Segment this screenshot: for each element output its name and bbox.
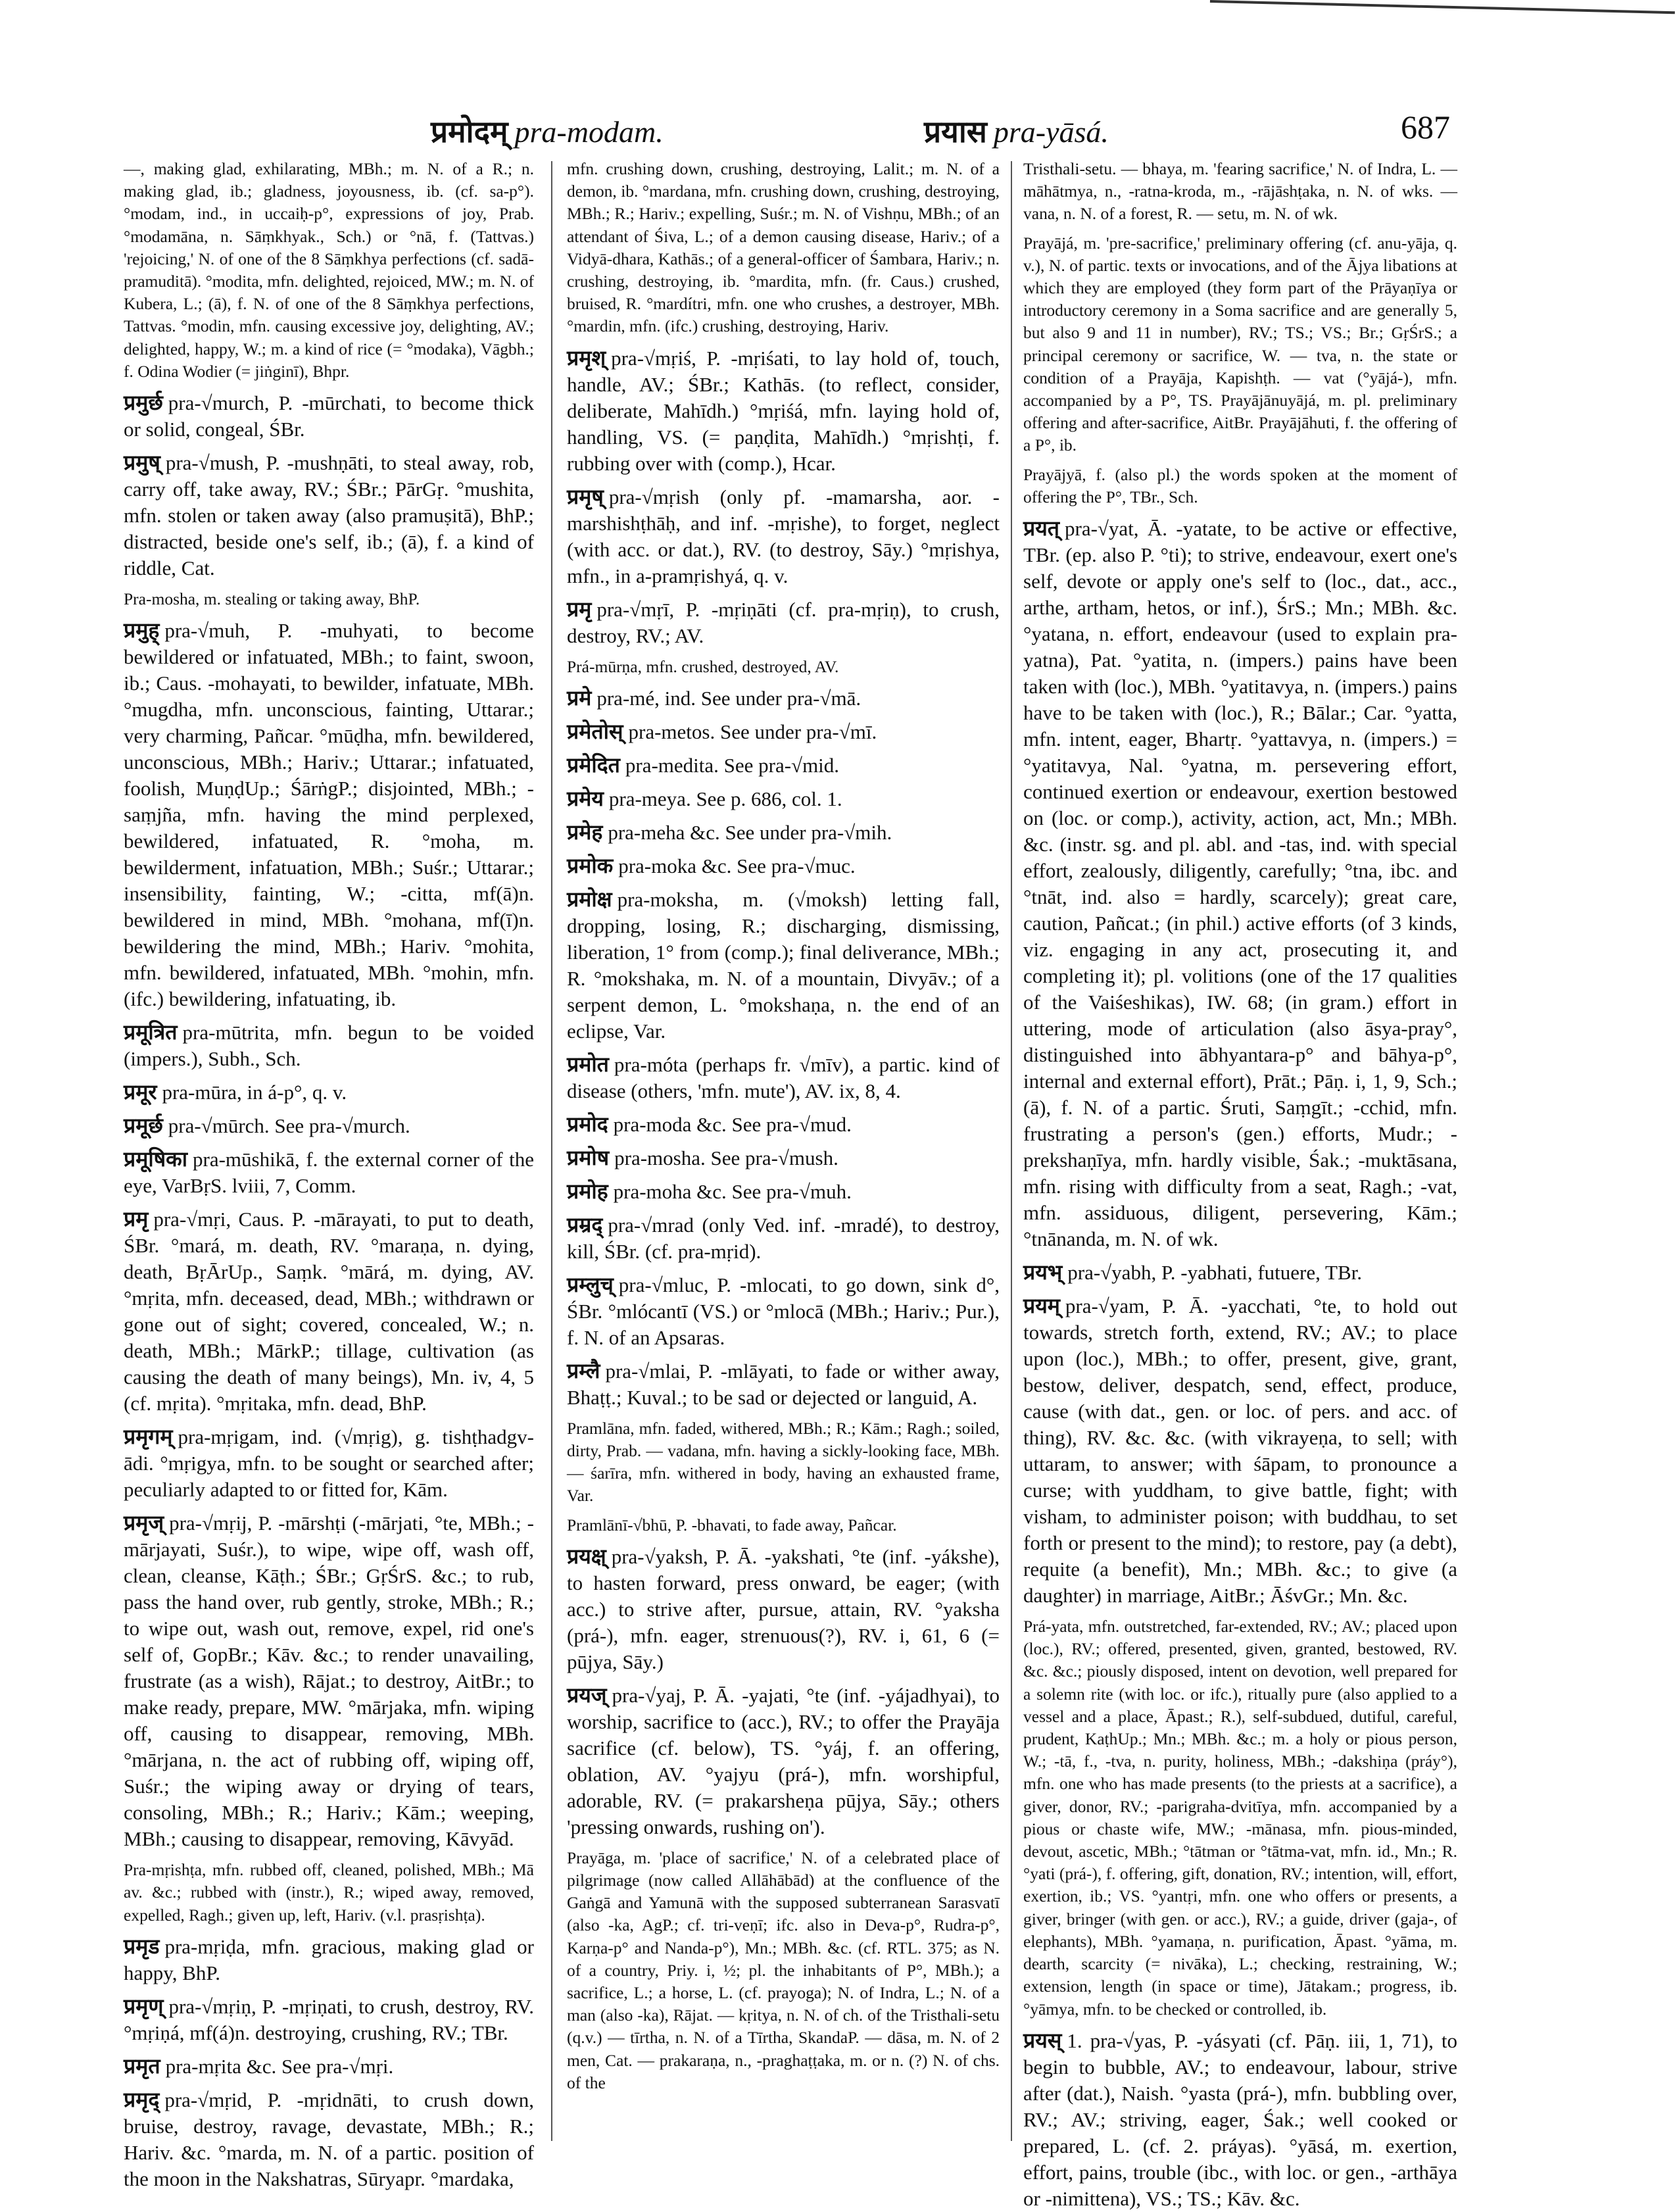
dictionary-entry xyxy=(124,1146,534,1199)
entry-headword-devanagari: प्रयभ् xyxy=(1023,1260,1063,1285)
entry-text: pra-moksha, m. (√moksh) letting fall, dropping, losing, R.; discharging, dismissing, liberation, 1° from (comp.); final deliverance, MBh.; R. °mokshaka, m. N. of a mountain, Divyāv.; of a serpent demon, L. °mokshaṇa, n. the end of an eclipse, Var. xyxy=(567,887,1000,1043)
entry-text: pra-√yaksh, P. Ā. -yakshati, °te (inf. -yákshe), to hasten forward, press onward, be eager; (with acc.) to strive after, pursue, attain, RV. °yaksha (prá-), mfn. eager, strenuous(?), RV. i, 61, 6 (= pūjya, Sāy.) xyxy=(567,1544,1000,1673)
dictionary-entry xyxy=(1023,464,1457,508)
entry-headword-devanagari: प्रमोह xyxy=(567,1179,608,1203)
entry-headword-devanagari: प्रयत् xyxy=(1023,516,1060,541)
entry-text: pra-√mṛi, Caus. P. -mārayati, to put to death, ŚBr. °mará, m. death, RV. °maraṇa, n. dying, death, BṛĀrUp., Saṃk. °mārá, m. dying, AV. °mṛita, mfn. deceased, dead, MBh.; withdrawn or gone out of sight; covered, concealed, W.; n. death, MBh.; MārkP.; tillage, cultivation (as causing the death of many beings), Mn. iv, 4, 5 (cf. mṛita). °mṛitaka, mfn. dead, BhP. xyxy=(124,1208,534,1415)
entry-text: 1. pra-√yas, P. -yásyati (cf. Pāṇ. iii, 1, 71), to begin to bubble, AV.; to endeavour, labour, strive after (dat.), Naish. °yasta (prá-), mfn. bubbling over, RV.; AV.; striving, eager, Śak.; well cooked or prepared, L. (cf. 2. práyas). °yāsá, m. exertion, effort, pains, trouble (ibc., with loc. or gen., -arthāya or -nimittena), VS.; TS.; Kāv. &c. xyxy=(1023,2028,1457,2210)
middle-head-devanagari: प्रयास xyxy=(924,115,987,149)
entry-headword-devanagari: प्रम्लै xyxy=(567,1358,600,1383)
page-header xyxy=(0,111,1675,157)
left-running-head xyxy=(431,111,664,151)
dictionary-entry xyxy=(1023,1292,1457,1609)
entry-headword-devanagari: प्रमृद् xyxy=(124,2087,160,2111)
dictionary-entry xyxy=(1023,2027,1457,2212)
dictionary-entry xyxy=(567,1051,1000,1104)
dictionary-entry xyxy=(567,158,1000,338)
entry-headword-devanagari: प्रमूर्छ xyxy=(124,1114,163,1138)
dictionary-entry xyxy=(567,1111,1000,1138)
dictionary-entry xyxy=(567,345,1000,477)
entry-headword-devanagari: प्रमृष् xyxy=(567,484,604,508)
entry-text: Prá-yata, mfn. outstretched, far-extended, RV.; AV.; placed upon (loc.), RV.; offered, presented, given, granted, bestowed, RV. &c. &c.; piously disposed, intent on devotion, well prepared for a solemn rite (with loc. or ifc.), ritually pure (also applied to a vessel and a place, Āpast.; R.), self-subdued, dutiful, careful, prudent, KaṭhUp.; Mn.; MBh. &c.; m. a holy or pious person, W.; -tā, f., -tva, n. purity, holiness, MBh.; -dakshiṇa (práy°), mfn. one who has made presents (to the priests at a sacrifice), a giver, donor, RV.; -parigraha-dvitīya, mfn. accompanied by a pious or chaste wife, MW.; -mānasa, mfn. pious-minded, devout, ascetic, MBh.; °tātman or °tātma-vat, mfn. id., Mn.; R. °yati (prá-), f. offering, gift, donation, RV.; intention, will, effort, exertion, ib.; VS. °yantṛi, mfn. one who offers or presents, a giver, bringer (with gen. or acc.), RV.; a guide, driver (gaja-, of elephants), MBh. °yamaṇa, n. purification, Āpast. °yāma, m. dearth, scarcity (= nivāka), L.; checking, restraining, W.; extension, length (in space or time), Jātakam.; progress, ib. °yāmya, mfn. to be checked or controlled, ib. xyxy=(1023,1617,1457,2019)
entry-text: pra-mūshikā, f. the external corner of the eye, VarBṛS. lviii, 7, Comm. xyxy=(124,1148,534,1198)
entry-text: mfn. crushing down, crushing, destroying, Lalit.; m. N. of a demon, ib. °mardana, mfn. crushing down, crushing, destroying, MBh.; R.; Hariv.; expelling, Suśr.; m. N. of Vishṇu, MBh.; of an attendant of Śiva, L.; of a demon causing disease, Hariv.; of a Vidyā-dhara, Kathās.; of a general-officer of Śambara, Hariv.; n. crushing, destroying, ib. °mardita, mfn. (fr. Caus.) crushed, bruised, R. °mardítri, mfn. one who crushes, a destroyer, MBh. °mardin, mfn. (ifc.) crushing, destroying, Hariv. xyxy=(567,159,1000,336)
entry-headword-devanagari: प्रमुष् xyxy=(124,451,160,475)
dictionary-entry xyxy=(567,596,1000,649)
entry-text: Tristhali-setu. — bhaya, m. 'fearing sacrifice,' N. of Indra, L. — māhātmya, n., -ratna-kroda, m., -rājāshṭaka, n. N. of wks. — vana, n. N. of a forest, R. — setu, m. N. of wk. xyxy=(1023,159,1457,224)
dictionary-entry xyxy=(124,2053,534,2080)
dictionary-entry xyxy=(124,617,534,1012)
entry-text: Pra-mosha, m. stealing or taking away, BhP. xyxy=(124,589,420,609)
entry-headword-devanagari: प्रमूर xyxy=(124,1080,157,1104)
middle-head-title: pra-yāsá. xyxy=(993,115,1109,149)
dictionary-entry xyxy=(124,389,534,443)
entry-headword-devanagari: प्रयज् xyxy=(567,1683,607,1707)
dictionary-entry xyxy=(567,886,1000,1045)
entry-text: Prayājyā, f. (also pl.) the words spoken at the moment of offering the P°, TBr., Sch. xyxy=(1023,464,1457,506)
entry-text: pra-√mṛij, P. -mārshṭi (-mārjati, °te, MBh.; -mārjayati, Suśr.), to wipe, wipe off, wash off, clean, cleanse, Kāṭh.; ŚBr.; GṛŚrS. &c.; to rub, pass the hand over, rub gently, stroke, MBh.; R.; to wipe out, wash out, remove, expel, rid one's self of, GopBr.; Kāv. &c.; to render unavailing, frustrate (as a wish), Rājat.; to destroy, AitBr.; to make ready, prepare, MW. °mārjaka, mfn. wiping off, causing to disappear, removing, MBh. °mārjana, n. the act of rubbing off, wiping off, Suśr.; the wiping away or drying of tears, consoling, MBh.; R.; Hariv.; Kām.; weeping, MBh.; causing to disappear, removing, Kāvyād. xyxy=(124,1512,534,1851)
entry-headword-devanagari: प्रमृ xyxy=(124,1207,149,1231)
left-head-title: pra-modam. xyxy=(514,115,664,149)
dictionary-entry xyxy=(567,819,1000,846)
entry-text: pra-mé, ind. See under pra-√mā. xyxy=(596,686,862,710)
dictionary-entry xyxy=(124,449,534,581)
entry-headword-devanagari: प्रम्रद् xyxy=(567,1212,603,1237)
dictionary-entry xyxy=(567,685,1000,712)
dictionary-entry xyxy=(124,158,534,383)
entry-headword-devanagari: प्रमेह xyxy=(567,820,603,844)
dictionary-entry xyxy=(567,483,1000,589)
entry-text: pra-mosha. See pra-√mush. xyxy=(614,1146,838,1169)
entry-headword-devanagari: प्रमोत xyxy=(567,1052,609,1076)
entry-text: Pramlānī-√bhū, P. -bhavati, to fade away, Pañcar. xyxy=(567,1515,897,1535)
entry-headword-devanagari: प्रयक्ष् xyxy=(567,1544,606,1568)
dictionary-entry xyxy=(1023,515,1457,1252)
entry-text: pra-√mlai, P. -mlāyati, to fade or wither away, Bhaṭṭ.; Kuval.; to be sad or dejected or languid, A. xyxy=(567,1359,1000,1409)
middle-running-head xyxy=(924,111,1109,151)
entry-headword-devanagari: प्रमोद xyxy=(567,1112,608,1136)
entry-headword-devanagari: प्रयस् xyxy=(1023,2028,1062,2052)
dictionary-entry xyxy=(567,1417,1000,1508)
entry-headword-devanagari: प्रमुह् xyxy=(124,618,160,643)
entry-text: pra-moha &c. See pra-√muh. xyxy=(613,1179,852,1203)
scan-edge-line xyxy=(1209,0,1675,34)
dictionary-entry xyxy=(1023,1259,1457,1286)
entry-headword-devanagari: प्रमोष xyxy=(567,1145,610,1169)
dictionary-entry xyxy=(1023,1615,1457,2021)
entry-headword-devanagari: प्रम्लुच् xyxy=(567,1272,614,1296)
entry-text: pra-√mluc, P. -mlocati, to go down, sink d°, ŚBr. °mlócantī (VS.) or °mlocā (MBh.; Hariv.; Pur.), f. N. of an Apsaras. xyxy=(567,1273,1000,1349)
dictionary-column-3 xyxy=(1023,158,1457,2210)
dictionary-entry xyxy=(567,785,1000,812)
entry-text: Pramlāna, mfn. faded, withered, MBh.; R.; Kām.; Ragh.; soiled, dirty, Prab. — vadana, mfn. having a sickly-looking face, MBh. — śarīra, mfn. withered in body, having an exhausted frame, Var. xyxy=(567,1418,1000,1506)
entry-text: pra-mūra, in á-p°, q. v. xyxy=(162,1081,347,1104)
entry-text: pra-metos. See under pra-√mī. xyxy=(628,720,877,743)
entry-headword-devanagari: प्रमृत xyxy=(124,2053,160,2078)
entry-headword-devanagari: प्रमृण् xyxy=(124,1994,164,2018)
entry-text: pra-√yabh, P. -yabhati, futuere, TBr. xyxy=(1067,1261,1363,1285)
dictionary-entry xyxy=(124,588,534,610)
entry-text: pra-√mūrch. See pra-√murch. xyxy=(168,1114,410,1138)
entry-text: Prayāga, m. 'place of sacrifice,' N. of a celebrated place of pilgrimage (now called Allāhābād) at the confluence of the Gaṅgā and Yamunā with the supposed subterranean Sarasvatī (also -ka, AgP.; cf. tri-veṇī; ifc. also in Deva-p°, Rudra-p°, Karṇa-p° and Nanda-p°), Mn.; MBh. &c. (cf. RTL. 375; as N. of a country, Priy. i, ½; pl. the inhabitants of P°, MBh.); a sacrifice, L.; a horse, L. (cf. prayoga); N. of Indra, L.; N. of a man (also -ka), Rājat. — kṛitya, n. N. of ch. of the Tristhali-setu (q.v.) — tīrtha, n. N. of a Tīrtha, SkandaP. — dāsa, m. N. of 2 men, Cat. — prakaraṇa, n., -praghaṭṭaka, m. or n. (?) N. of chs. of the xyxy=(567,1848,1000,2092)
dictionary-entry xyxy=(124,1859,534,1927)
dictionary-entry xyxy=(567,1271,1000,1351)
entry-headword-devanagari: प्रमोक्ष xyxy=(567,887,612,911)
entry-headword-devanagari: प्रमृड xyxy=(124,1934,160,1958)
dictionary-entry xyxy=(567,1514,1000,1536)
dictionary-entry xyxy=(124,1112,534,1139)
dictionary-entry xyxy=(124,1510,534,1852)
entry-text: pra-moka &c. See pra-√muc. xyxy=(618,854,856,877)
entry-text: pra-meha &c. See under pra-√mih. xyxy=(608,820,892,844)
column-divider xyxy=(551,161,552,2141)
entry-headword-devanagari: प्रमृश् xyxy=(567,345,606,370)
entry-headword-devanagari: प्रमेय xyxy=(567,786,604,810)
entry-text: —, making glad, exhilarating, MBh.; m. N. of a R.; n. making glad, ib.; gladness, joyousness, ib. (cf. sa-p°). °modam, ind., in uccaiḥ-p°, expressions of joy, Prab. °modamāna, n. Sāṃkhyak., Sch.) or °nā, f. (Tattvas.) 'rejoicing,' N. of one of the 8 Sāṃkhya perfections (cf. sadā-pramuditā). °modita, mfn. delighted, rejoiced, MW.; m. N. of Kubera, L.; (ā), f. N. of one of the 8 Sāṃkhya perfections, Tattvas. °modin, mfn. causing excessive joy, delighting, AV.; delighted, happy, W.; m. a kind of rice (= °modaka), Vāgbh.; f. Odina Wodier (= jiṅginī), Bhpr. xyxy=(124,159,534,381)
dictionary-entry xyxy=(567,1212,1000,1265)
entry-text: pra-√mṛiṇ, P. -mṛiṇati, to crush, destroy, RV. °mṛiṇá, mf(á)n. destroying, crushing, RV.; TBr. xyxy=(124,1994,534,2044)
entry-headword-devanagari: प्रमूषिका xyxy=(124,1147,187,1171)
entry-text: pra-√mṛish (only pf. -mamarsha, aor. -marshishṭhāḥ, and inf. -mṛishe), to forget, neglect (with acc. or dat.), RV. (to destroy, Sāy.) °mṛishya, mfn., in a-pramṛishyá, q. v. xyxy=(567,485,1000,587)
dictionary-entry xyxy=(1023,232,1457,457)
entry-text: pra-√murch, P. -mūrchati, to become thick or solid, congeal, ŚBr. xyxy=(124,391,534,441)
dictionary-entry xyxy=(124,1079,534,1106)
entry-text: pra-√mṛī, P. -mṛiṇāti (cf. pra-mṛiṇ), to crush, destroy, RV.; AV. xyxy=(567,597,1000,647)
entry-headword-devanagari: प्रयम् xyxy=(1023,1294,1060,1318)
entry-headword-devanagari: प्रमुर्छ xyxy=(124,391,163,415)
entry-text: pra-mṛita &c. See pra-√mṛi. xyxy=(165,2054,394,2078)
dictionary-entry xyxy=(567,718,1000,745)
dictionary-column-2 xyxy=(567,158,1000,2144)
dictionary-entry xyxy=(567,1682,1000,1840)
entry-headword-devanagari: प्रमोक xyxy=(567,853,614,877)
entry-text: pra-√yam, P. Ā. -yacchati, °te, to hold out towards, stretch forth, extend, RV.; AV.; to place upon (loc.), MBh.; to offer, present, give, grant, bestow, deliver, despatch, send, effect, produce, cause (with dat., gen. or loc. of pers. and acc. of thing), RV. &c. &c. (with vikrayeṇa, to sell; with uttaram, to answer; with śāpam, to pronounce a curse; with yuddham, to give battle, fight; with visham, to administer poison; with buddhau, to set forth or present to the mind); to restore, pay (a debt), requite (a benefit), Mn.; MBh. &c.; to give (a daughter) in marriage, AitBr.; ĀśvGr.; Mn. &c. xyxy=(1023,1294,1457,1608)
dictionary-entry xyxy=(124,1019,534,1072)
entry-headword-devanagari: प्रमेदित xyxy=(567,752,620,777)
dictionary-entry xyxy=(124,1993,534,2046)
dictionary-entry xyxy=(124,1423,534,1503)
dictionary-entry xyxy=(567,1178,1000,1205)
dictionary-entry xyxy=(567,656,1000,678)
entry-headword-devanagari: प्रमृ xyxy=(567,597,592,621)
entry-text: pra-√mṛid, P. -mṛidnāti, to crush down, bruise, destroy, ravage, devastate, MBh.; R.; Hariv. &c. °marda, m. N. of a partic. position of the moon in the Nakshatras, Sūryapr. °mardaka, xyxy=(124,2088,534,2190)
dictionary-entry xyxy=(124,1206,534,1417)
entry-text: pra-moda &c. See pra-√mud. xyxy=(613,1112,852,1136)
entry-text: Prayājá, m. 'pre-sacrifice,' preliminary offering (cf. anu-yāja, q. v.), N. of partic. texts or invocations, and of the Ājya libations at which they are employed (they form part of the Prāyaṇīya or introductory ceremony in a Soma sacrifice and are generally 5, but also 9 and 11 in number), RV.; TS.; VS.; Br.; GṛŚrS.; a principal ceremony or sacrifice, W. — tva, n. the state or condition of a Prayāja, Kapishṭh. — vat (°yājá-), mfn. accompanied by a P°, TS. Prayājānuyājá, m. pl. preliminary offering and after-sacrifice, AitBr. Prayājāhuti, f. the offering of a P°, ib. xyxy=(1023,233,1457,455)
entry-text: pra-mṛiḍa, mfn. gracious, making glad or happy, BhP. xyxy=(124,1934,534,1984)
entry-text: Prá-mūrṇa, mfn. crushed, destroyed, AV. xyxy=(567,656,839,676)
left-head-devanagari: प्रमोदम् xyxy=(431,115,508,149)
entry-text: pra-√yat, Ā. -yatate, to be active or effective, TBr. (ep. also P. °ti); to strive, endeavour, exert one's self, devote or apply one's self to (loc., dat., acc., arthe, artham, hetos, or inf.), ŚrS.; Mn.; MBh. &c. °yatana, n. effort, endeavour (used to explain pra-yatna), Pat. °yatita, n. (impers.) pains have been taken with (loc.), MBh. °yatitavya, n. (impers.) pains have to be taken with (loc.), R.; Bālar.; Car. °yatta, mfn. intent, eager, Bhartṛ. °yattavya, n. (impers.) = °yatitavya, Nal. °yatna, m. persevering effort, continued exertion or endeavour, exertion bestowed on (loc. or comp.), activity, action, act, Mn.; MBh. &c. (instr. sg. and pl. abl. and -tas, ind. with special effort, zealously, diligently, carefully; °tna, ibc. and °tnāt, ind. also = hardly, scarcely); great care, caution, Pañcat.; (in phil.) active efforts (of 3 kinds, viz. engaging in any act, prosecuting it, and completing it); pl. volitions (one of the 17 qualities of the Vaiśeshikas), IW. 68; (in gram.) effort in uttering, mode of articulation (also āsya-pray°, distinguished into ābhyantara-p° and bāhya-p°, internal and external effort), Prāt.; Pāṇ. i, 1, 9, Sch.; (ā), f. N. of a partic. Śruti, Saṃgīt.; -cchid, mfn. frustrating a person's (gen.) efforts, Mudr.; -prekshaṇīya, mfn. hardly visible, Śak.; -muktāsana, mfn. rising with difficulty from a seat, Ragh.; -vat, mfn. assiduous, diligent, persevering, Kām.; °tnānanda, m. N. of wk. xyxy=(1023,517,1457,1251)
entry-text: pra-√mush, P. -mushṇāti, to steal away, rob, carry off, take away, RV.; ŚBr.; PārGṛ. °mushita, mfn. stolen or taken away (also pramuṣitā), BhP.; distracted, beside one's self, ib.; (ā), f. a kind of riddle, Cat. xyxy=(124,451,534,580)
entry-headword-devanagari: प्रमृज् xyxy=(124,1511,164,1535)
dictionary-column-1 xyxy=(124,158,534,2190)
dictionary-entry xyxy=(124,2086,534,2192)
entry-headword-devanagari: प्रमूत्रित xyxy=(124,1020,178,1045)
dictionary-entry xyxy=(567,1144,1000,1171)
entry-headword-devanagari: प्रमेतोस् xyxy=(567,719,623,743)
entry-text: pra-mṛigam, ind. (√mṛig), g. tishṭhadgv-ādi. °mṛigya, mfn. to be sought or searched after; peculiarly adapted to or fitted for, Kām. xyxy=(124,1425,534,1502)
dictionary-entry xyxy=(567,852,1000,879)
entry-text: Pra-mṛishṭa, mfn. rubbed off, cleaned, polished, MBh.; Mā av. &c.; rubbed with (instr.), R.; wiped away, removed, expelled, Ragh.; given up, left, Hariv. (v.l. prasṛishṭa). xyxy=(124,1860,534,1925)
column-divider xyxy=(1011,161,1012,2141)
entry-text: pra-móta (perhaps fr. √mīv), a partic. kind of disease (others, 'mfn. mute'), AV. ix, 8, 4. xyxy=(567,1052,1000,1102)
dictionary-entry xyxy=(567,752,1000,779)
entry-text: pra-medita. See pra-√mid. xyxy=(625,753,840,777)
entry-text: pra-√mrad (only Ved. inf. -mradé), to destroy, kill, ŚBr. (cf. pra-mṛid). xyxy=(567,1213,1000,1263)
dictionary-entry xyxy=(1023,158,1457,226)
entry-text: pra-√mṛiś, P. -mṛiśati, to lay hold of, touch, handle, AV.; ŚBr.; Kathās. (to reflect, consider, deliberate, Mahīdh.) °mṛiśá, mfn. laying hold of, handling, VS. (= paṇḍita, Mahīdh.) °mṛishṭi, f. rubbing over with (comp.), Hcar. xyxy=(567,346,1000,475)
dictionary-entry xyxy=(567,1847,1000,2094)
entry-headword-devanagari: प्रमे xyxy=(567,685,592,710)
entry-text: pra-meya. See p. 686, col. 1. xyxy=(608,787,842,810)
dictionary-entry xyxy=(567,1358,1000,1411)
dictionary-entry xyxy=(124,1933,534,1986)
page-number: 687 xyxy=(1401,109,1450,145)
entry-text: pra-√muh, P. -muhyati, to become bewildered or infatuated, MBh.; to faint, swoon, ib.; Caus. -mohayati, to bewilder, infatuate, MBh. °mugdha, mfn. unconscious, fainting, Uttarar.; very charming, Pañcar. °mūḍha, mfn. bewildered, unconscious, MBh.; Hariv.; Uttarar.; infatuated, foolish, MuṇḍUp.; ŚārṅgP.; disjointed, MBh.; -saṃjña, mfn. having the mind perplexed, bewildered, infatuated, R. °moha, m. bewilderment, infatuation, MBh.; Suśr.; Uttarar.; insensibility, fainting, W.; -citta, mf(ā)n. bewildered in mind, MBh. °mohana, mf(ī)n. bewildering the mind, MBh.; Hariv. °mohita, mfn. bewildered, infatuated, MBh. °mohin, mfn. (ifc.) bewildering, infatuating, ib. xyxy=(124,619,534,1011)
dictionary-entry xyxy=(567,1543,1000,1675)
entry-text: pra-√yaj, P. Ā. -yajati, °te (inf. -yájadhyai), to worship, sacrifice to (acc.), RV.; to offer the Prayāja sacrifice (cf. below), TS. °yáj, f. an offering, oblation, AV. °yajyu (prá-), mfn. worshipful, adorable, RV. (= prakarsheṇa pūjya, Sāy.; others 'pressing onwards, rushing on'). xyxy=(567,1683,1000,1838)
entry-text: pra-mūtrita, mfn. begun to be voided (impers.), Subh., Sch. xyxy=(124,1021,534,1071)
entry-headword-devanagari: प्रमृगम् xyxy=(124,1425,173,1449)
